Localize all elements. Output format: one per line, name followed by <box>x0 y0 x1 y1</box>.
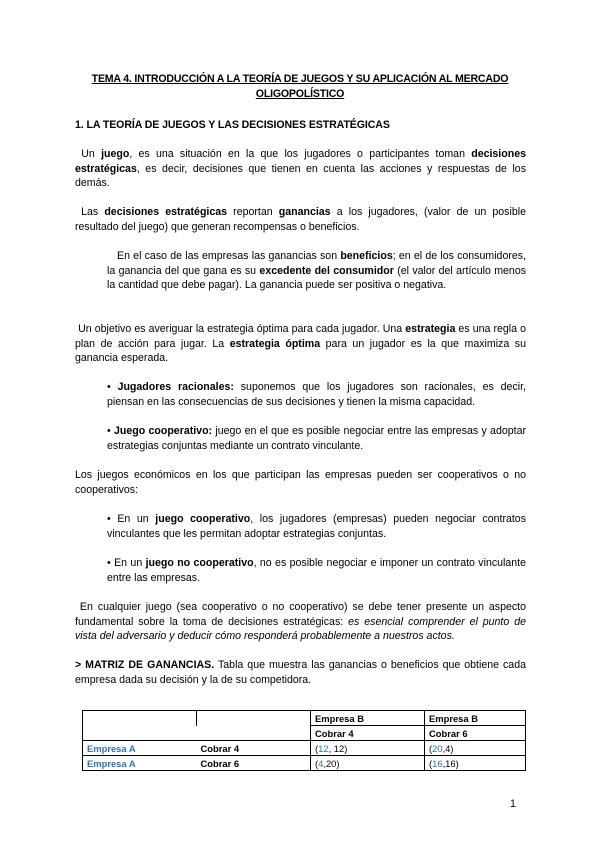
paragraph-ganancias: En el caso de las empresas las ganancias son beneficios; en el de los consumidores, la ganancia del que gana es su excedente del consumidor (el valor del artículo menos la cantidad que debe pagar). La ganancia puede ser positiva o negativa. <box>107 250 527 292</box>
col-strategy-2: Cobrar 6 <box>425 726 526 741</box>
section-heading: 1. LA TEORÍA DE JUEGOS Y LAS DECISIONES ESTRATÉGICAS <box>75 119 390 131</box>
matrix-corner-cell <box>197 711 311 726</box>
matrix-strategy-row <box>83 726 526 741</box>
bullet-marker: • <box>107 381 111 393</box>
bullet-jugadores-racionales: • Jugadores racionales: suponemos que los jugadores son racionales, es decir, piensan en las consecuencias de sus decisiones y tienen la misma capacidad. <box>107 381 526 408</box>
row2-player: Empresa A <box>83 756 197 771</box>
bullet-no-cooperativo: • En un juego no cooperativo, no es posible negociar e imponer un contrato vinculante entre las empresas. <box>107 557 526 584</box>
row2-payoff-2: (16,16) <box>425 756 526 771</box>
row1-payoff-1: (12, 12) <box>311 741 425 756</box>
row2-strategy: Cobrar 6 <box>197 756 311 771</box>
paragraph-juegos-economicos: Los juegos económicos en los que participan las empresas pueden ser cooperativos o no cooperativos: <box>75 469 526 496</box>
col-player-1: Empresa B <box>311 711 425 726</box>
col-strategy-1: Cobrar 4 <box>311 726 425 741</box>
row1-strategy: Cobrar 4 <box>197 741 311 756</box>
page-number: 1 <box>510 798 516 810</box>
bullet-marker: • <box>107 557 111 569</box>
paragraph-aspecto-fundamental: En cualquier juego (sea cooperativo o no cooperativo) se debe tener presente un aspecto fundamental sobre la toma de decisiones estratégicas: es esencial comprender el punto de vista del adversario y deducir cómo responderá probablemente a nuestros actos. <box>75 601 526 643</box>
paragraph-estrategia: Un objetivo es averiguar la estrategia óptima para cada jugador. Una estrategia es una regla o plan de acción para jugar. La estrategia óptima para un jugador es la que maximiza su ganancia esperada. <box>75 323 526 365</box>
row1-payoff-2: (20,4) <box>425 741 526 756</box>
matrix-corner-cell <box>197 726 311 741</box>
paragraph-juego: Un juego, es una situación en la que los jugadores o participantes toman decisiones estratégicas, es decir, decisiones que tienen en cuenta las acciones y respuestas de los demás. <box>75 148 526 190</box>
bullet-juego-cooperativo: • Juego cooperativo: juego en el que es posible negociar entre las empresas y adoptar estrategias conjuntas mediante un contrato vinculante. <box>107 425 526 452</box>
paragraph-decisiones: Las decisiones estratégicas reportan ganancias a los jugadores, (valor de un posible resultado del juego) que generan recompensas o beneficios. <box>75 206 526 233</box>
bullet-marker: • <box>107 425 111 437</box>
bullet-cooperativo: • En un juego cooperativo, los jugadores (empresas) pueden negociar contratos vinculantes que les permitan adoptar estrategias conjuntas. <box>107 513 526 540</box>
matrix-corner-cell <box>83 726 197 741</box>
matrix-corner-cell <box>83 711 197 726</box>
col-player-2: Empresa B <box>425 711 526 726</box>
row1-player: Empresa A <box>83 741 197 756</box>
matrix-row-1 <box>83 741 526 756</box>
matrix-row-2 <box>83 756 526 771</box>
paragraph-matriz: > MATRIZ DE GANANCIAS. Tabla que muestra las ganancias o beneficios que obtiene cada empresa dada su decisión y la de su competidora. <box>75 659 526 686</box>
document-title: TEMA 4. INTRODUCCIÓN A LA TEORÍA DE JUEGOS Y SU APLICACIÓN AL MERCADO OLIGOPOLÍSTICO <box>91 73 509 100</box>
payoff-matrix <box>82 710 526 771</box>
matrix-header-row <box>83 711 526 726</box>
bullet-marker: • <box>107 513 111 525</box>
row2-payoff-1: (4,20) <box>311 756 425 771</box>
